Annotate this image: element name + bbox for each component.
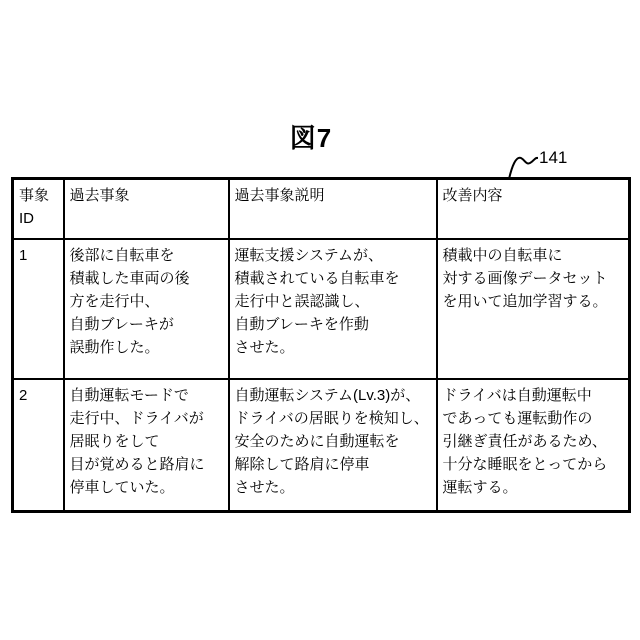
cell-past-event: 後部に自転車を 積載した車両の後 方を走行中、 自動ブレーキが 誤動作した。 [64,239,229,379]
cell-improvement: 積載中の自転車に 対する画像データセット を用いて追加学習する。 [437,239,630,379]
figure-title: 図7 [289,123,333,153]
table-header-row [13,179,630,239]
reference-141 [506,148,567,180]
cell-past-event: 自動運転モードで 走行中、ドライバが 居眠りをして 目が覚めると路肩に 停車していた。 [64,379,229,512]
column-header-past-event: 過去事象 [64,179,229,239]
cell-past-event-description: 自動運転システム(Lv.3)が、 ドライバの居眠りを検知し、 安全のために自動運転を 解除して路肩に停車 させた。 [229,379,437,512]
column-header-past-event-description: 過去事象説明 [229,179,437,239]
table-row [13,379,630,512]
leader-squiggle-icon [506,149,538,180]
column-header-improvement: 改善内容 [437,179,630,239]
column-header-event-id: 事象 ID [13,179,64,239]
cell-past-event-description: 運転支援システムが、 積載されている自転車を 走行中と誤認識し、 自動ブレーキを作動 させた。 [229,239,437,379]
cell-improvement: ドライバは自動運転中 であっても運転動作の 引継ぎ責任があるため、 十分な睡眠をとってから 運転する。 [437,379,630,512]
improvement-table [11,177,631,513]
cell-event-id: 1 [13,239,64,379]
cell-event-id: 2 [13,379,64,512]
table-row [13,239,630,379]
reference-number: 141 [539,148,568,167]
